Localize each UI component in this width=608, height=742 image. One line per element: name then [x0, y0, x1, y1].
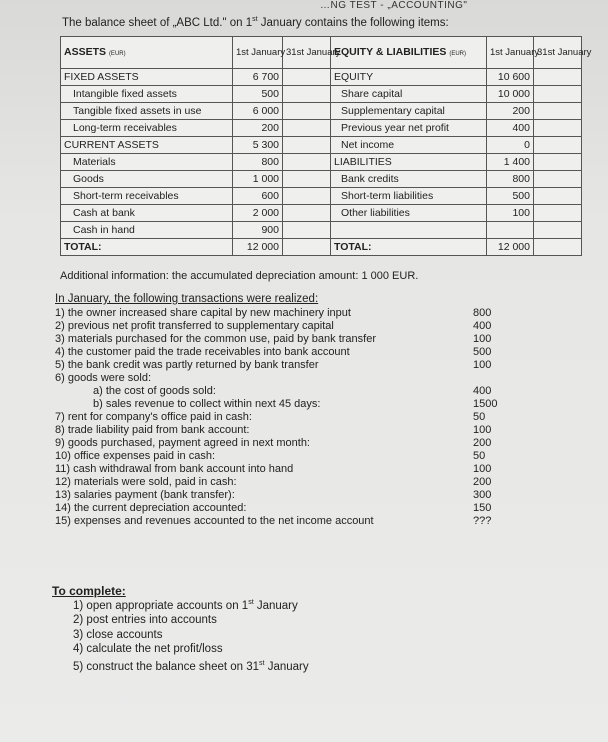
col-31st-january: 31st January	[283, 37, 331, 69]
table-row	[61, 69, 582, 86]
asset-label: FIXED ASSETS	[61, 69, 233, 86]
txn-amount: ???	[473, 515, 492, 527]
col-1st-january: 1st January	[233, 37, 283, 69]
table-row	[61, 120, 582, 137]
txn-amount: 100	[473, 333, 492, 345]
intro-part: The balance sheet of „ABC Ltd." on 1	[62, 16, 253, 29]
txn-amount: 50	[473, 411, 486, 423]
balance-sheet-table	[60, 36, 592, 256]
txn-text: b) sales revenue to collect within next 45 days:	[93, 398, 321, 410]
txn-text: 14) the current depreciation accounted:	[55, 502, 247, 514]
transactions-title: In January, the following transactions were realized:	[55, 293, 319, 305]
tasks-list	[73, 596, 309, 674]
list-item	[55, 476, 515, 489]
equity-value: 100	[487, 205, 534, 222]
total-assets-value: 12 000	[233, 239, 283, 256]
empty-cell	[283, 222, 331, 239]
asset-label: Intangible fixed assets	[61, 86, 233, 103]
asset-value: 2 000	[233, 205, 283, 222]
asset-value: 5 300	[233, 137, 283, 154]
empty-cell	[283, 69, 331, 86]
list-item	[73, 628, 309, 643]
table-row	[61, 86, 582, 103]
asset-label: Short-term receivables	[61, 188, 233, 205]
intro-part: January contains the following items:	[257, 16, 449, 29]
asset-label: Goods	[61, 171, 233, 188]
txn-amount: 200	[473, 476, 492, 488]
equity-value: 0	[487, 137, 534, 154]
txn-text: 1) the owner increased share capital by new machinery input	[55, 307, 351, 319]
list-item	[73, 596, 309, 613]
list-item	[55, 489, 515, 502]
asset-value: 800	[233, 154, 283, 171]
to-complete-title: To complete:	[52, 584, 126, 598]
txn-text: 15) expenses and revenues accounted to the net income account	[55, 515, 374, 527]
txn-amount: 300	[473, 489, 492, 501]
empty-cell	[283, 120, 331, 137]
empty-cell	[534, 239, 582, 256]
asset-value: 900	[233, 222, 283, 239]
currency-label: (EUR)	[108, 50, 126, 57]
empty-cell	[283, 86, 331, 103]
empty-cell	[534, 188, 582, 205]
table-row	[61, 205, 582, 222]
eq-header-label: EQUITY & LIABILITIES	[334, 45, 447, 58]
equity-label	[331, 222, 487, 239]
asset-label: Cash at bank	[61, 205, 233, 222]
empty-cell	[534, 171, 582, 188]
assets-header-label: ASSETS	[64, 45, 107, 58]
task-after: January	[264, 660, 309, 673]
equity-label: EQUITY	[331, 69, 487, 86]
asset-value: 500	[233, 86, 283, 103]
txn-text: 4) the customer paid the trade receivables into bank account	[55, 346, 350, 358]
equity-label: Other liabilities	[331, 205, 487, 222]
empty-cell	[534, 103, 582, 120]
asset-value: 6 000	[233, 103, 283, 120]
list-item	[55, 502, 515, 515]
empty-cell	[283, 188, 331, 205]
equity-value: 500	[487, 188, 534, 205]
task-text: 1) open appropriate accounts on 1	[73, 599, 249, 612]
task-text: 2) post entries into accounts	[73, 614, 217, 627]
equity-label: Supplementary capital	[331, 103, 487, 120]
empty-cell	[283, 137, 331, 154]
equity-value: 10 000	[487, 86, 534, 103]
txn-amount: 100	[473, 424, 492, 436]
empty-cell	[534, 120, 582, 137]
list-item	[55, 333, 515, 346]
table-row	[61, 171, 582, 188]
list-item	[55, 307, 515, 320]
table-header-row	[61, 37, 582, 69]
list-item	[55, 515, 515, 528]
txn-amount: 50	[473, 450, 486, 462]
task-text: 5) construct the balance sheet on 31	[73, 660, 260, 673]
equity-label: LIABILITIES	[331, 154, 487, 171]
txn-amount: 200	[473, 437, 492, 449]
list-item	[73, 642, 309, 657]
table-row	[61, 222, 582, 239]
empty-cell	[283, 103, 331, 120]
table-row	[61, 103, 582, 120]
list-item	[73, 657, 309, 674]
total-equity-value: 12 000	[487, 239, 534, 256]
empty-cell	[534, 137, 582, 154]
txn-text: a) the cost of goods sold:	[93, 385, 216, 397]
table-row	[61, 154, 582, 171]
empty-cell	[534, 205, 582, 222]
asset-label: Tangible fixed assets in use	[61, 103, 233, 120]
txn-amount: 500	[473, 346, 492, 358]
txn-text: 8) trade liability paid from bank account:	[55, 424, 250, 436]
additional-info: Additional information: the accumulated depreciation amount: 1 000 EUR.	[60, 270, 419, 282]
txn-text: 3) materials purchased for the common use, paid by bank transfer	[55, 333, 376, 345]
task-text: 3) close accounts	[73, 628, 163, 641]
list-item	[73, 613, 309, 628]
list-item	[55, 398, 515, 411]
txn-text: 10) office expenses paid in cash:	[55, 450, 216, 462]
list-item	[55, 450, 515, 463]
col-1st-january: 1st January	[487, 37, 534, 69]
list-item	[55, 372, 515, 385]
empty-cell	[534, 69, 582, 86]
asset-label: Cash in hand	[61, 222, 233, 239]
empty-cell	[534, 86, 582, 103]
task-sup: st	[259, 659, 265, 667]
asset-value: 600	[233, 188, 283, 205]
intro-sup: st	[252, 16, 258, 23]
list-item	[55, 346, 515, 359]
total-assets-label: TOTAL:	[61, 239, 233, 256]
txn-text: 12) materials were sold, paid in cash:	[55, 476, 237, 488]
equity-value: 400	[487, 120, 534, 137]
equity-label: Short-term liabilities	[331, 188, 487, 205]
equity-value: 200	[487, 103, 534, 120]
asset-label: Materials	[61, 154, 233, 171]
assets-header	[61, 37, 233, 69]
list-item	[55, 359, 515, 372]
page-header: …NG TEST - „ACCOUNTING"	[320, 0, 468, 11]
list-item	[55, 320, 515, 333]
empty-cell	[283, 171, 331, 188]
list-item	[55, 463, 515, 476]
list-item	[55, 411, 515, 424]
total-equity-label: TOTAL:	[331, 239, 487, 256]
txn-text: 9) goods purchased, payment agreed in next month:	[55, 437, 310, 449]
task-text: 4) calculate the net profit/loss	[73, 643, 223, 656]
txn-text: 11) cash withdrawal from bank account into hand	[55, 463, 294, 475]
intro-text	[62, 16, 449, 29]
equity-label: Previous year net profit	[331, 120, 487, 137]
list-item	[55, 437, 515, 450]
empty-cell	[283, 154, 331, 171]
equity-value: 10 600	[487, 69, 534, 86]
empty-cell	[534, 154, 582, 171]
currency-label: (EUR)	[449, 50, 466, 57]
equity-value: 1 400	[487, 154, 534, 171]
transactions-list	[55, 307, 515, 528]
equity-label: Bank credits	[331, 171, 487, 188]
equity-value: 800	[487, 171, 534, 188]
task-sup: st	[248, 599, 254, 606]
txn-amount: 150	[473, 502, 492, 514]
txn-text: 2) previous net profit transferred to supplementary capital	[55, 320, 334, 332]
table-row	[61, 137, 582, 154]
txn-amount: 400	[473, 385, 492, 397]
asset-value: 1 000	[233, 171, 283, 188]
txn-amount: 1500	[473, 398, 498, 410]
total-row	[61, 239, 582, 256]
list-item	[55, 424, 515, 437]
txn-amount: 400	[473, 320, 492, 332]
txn-amount: 100	[473, 359, 492, 371]
asset-value: 6 700	[233, 69, 283, 86]
equity-label: Share capital	[331, 86, 487, 103]
asset-label: CURRENT ASSETS	[61, 137, 233, 154]
equity-label: Net income	[331, 137, 487, 154]
empty-cell	[534, 222, 582, 239]
txn-text: 7) rent for company's office paid in cash:	[55, 411, 252, 423]
txn-amount: 800	[473, 307, 492, 319]
empty-cell	[283, 205, 331, 222]
col-31st-january: 31st January	[534, 37, 582, 69]
txn-text: 5) the bank credit was partly returned by bank transfer	[55, 359, 319, 371]
txn-text: 13) salaries payment (bank transfer):	[55, 489, 235, 501]
table-row	[61, 188, 582, 205]
task-after: January	[253, 599, 298, 612]
asset-label: Long-term receivables	[61, 120, 233, 137]
txn-amount: 100	[473, 463, 492, 475]
asset-value: 200	[233, 120, 283, 137]
txn-text: 6) goods were sold:	[55, 372, 151, 384]
list-item	[55, 385, 515, 398]
equity-value	[487, 222, 534, 239]
empty-cell	[283, 239, 331, 256]
equity-liabilities-header	[331, 37, 487, 69]
